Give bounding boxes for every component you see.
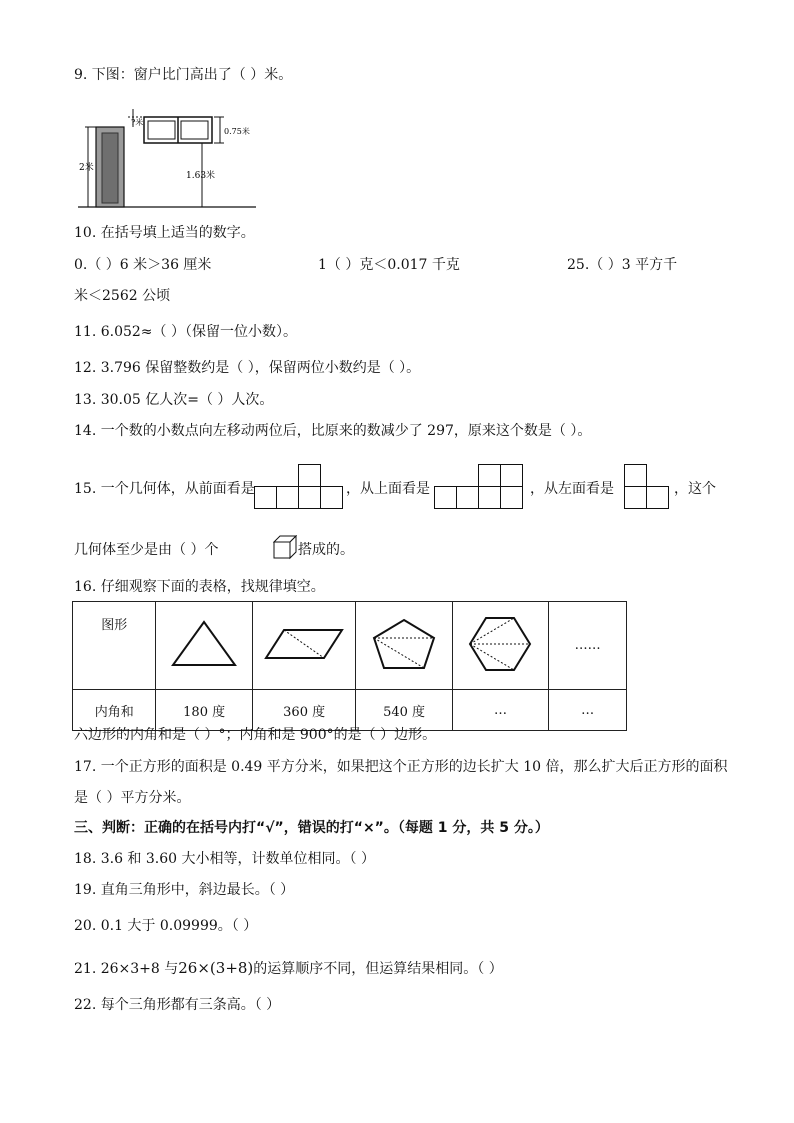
table-head-shape: 图形 — [73, 602, 156, 690]
q15-p1: 15. 一个几何体，从前面看是 — [74, 481, 255, 497]
q10-b: 1（ ）克＜0.017 千克 — [318, 257, 460, 273]
hexagon-icon — [466, 615, 534, 673]
q15-line2b: 搭成的。 — [298, 542, 354, 558]
q15-line2: 几何体至少是由（ ）个 — [74, 542, 219, 558]
q18: 18. 3.6 和 3.60 大小相等，计数单位相同。（ ） — [74, 851, 375, 867]
pentagon-cell — [356, 602, 452, 690]
window-elevation-label: 1.63米 — [186, 171, 216, 181]
angle-sum-value: 180 度 — [156, 690, 252, 731]
triangle-cell — [156, 602, 252, 690]
q17-l2: 是（ ）平方分米。 — [74, 790, 191, 806]
q16-title: 16. 仔细观察下面的表格，找规律填空。 — [74, 579, 325, 595]
pentagon-icon — [371, 617, 437, 671]
angle-sum-value: 360 度 — [252, 690, 356, 731]
q15-p4: ，这个 — [674, 481, 716, 497]
front-view-figure — [254, 462, 346, 512]
q15-p2: ，从上面看是 — [346, 481, 430, 497]
left-view-figure — [624, 462, 674, 512]
q21-b: 的运算顺序不同，但运算结果相同。（ ） — [253, 961, 503, 977]
cube-icon — [273, 535, 297, 561]
section-3-heading: 三、判断：正确的在括号内打“√”，错误的打“×”。（每题 1 分，共 5 分。） — [74, 820, 549, 836]
q10-a: 0.（ ）6 米＞36 厘米 — [74, 257, 212, 273]
angle-sum-value: … — [549, 690, 627, 731]
top-view-figure — [434, 462, 526, 512]
parallelogram-icon — [262, 624, 346, 664]
parallelogram-cell — [252, 602, 356, 690]
q21-a: 21. 26×3+8 与 — [74, 961, 179, 977]
angle-sum-value: 540 度 — [356, 690, 452, 731]
q21-expr: 26×(3+8) — [178, 959, 254, 977]
window-height-label: 0.75米 — [224, 127, 250, 136]
q15-p3: ，从左面看是 — [530, 481, 614, 497]
triangle-icon — [169, 619, 239, 669]
ellipsis-cell: …… — [549, 602, 627, 690]
q10-title: 10. 在括号填上适当的数字。 — [74, 225, 255, 241]
q19: 19. 直角三角形中，斜边最长。（ ） — [74, 882, 295, 898]
q9-text: 9. 下图：窗户比门高出了（ ）米。 — [74, 67, 293, 83]
q10-c-cont: 米＜2562 公顷 — [74, 288, 171, 304]
door-height-label: 2米 — [79, 163, 94, 173]
q11: 11. 6.052≈（ ）（保留一位小数）。 — [74, 324, 297, 340]
q17-l1: 17. 一个正方形的面积是 0.49 平方分米，如果把这个正方形的边长扩大 10 倍，那么扩大后正方形的面积 — [74, 759, 728, 775]
q12: 12. 3.796 保留整数约是（ ），保留两位小数约是（ ）。 — [74, 360, 421, 376]
hexagon-cell — [452, 602, 548, 690]
table-head-angle-sum: 内角和 — [73, 690, 156, 731]
q22: 22. 每个三角形都有三条高。（ ） — [74, 997, 281, 1013]
q16-after: 六边形的内角和是（ ）°；内角和是 900°的是（ ）边形。 — [74, 727, 437, 743]
window-gap-label: ?米 — [131, 118, 144, 127]
angle-sum-value: … — [452, 690, 548, 731]
q20: 20. 0.1 大于 0.09999。（ ） — [74, 918, 258, 934]
q21 — [74, 958, 503, 979]
q10-c: 25.（ ）3 平方千 — [567, 257, 678, 273]
q13: 13. 30.05 亿人次=（ ）人次。 — [74, 392, 274, 408]
q14: 14. 一个数的小数点向左移动两位后，比原来的数减少了 297，原来这个数是（ ）。 — [74, 423, 592, 439]
window-door-figure — [78, 104, 258, 214]
polygon-angle-table — [72, 601, 627, 731]
